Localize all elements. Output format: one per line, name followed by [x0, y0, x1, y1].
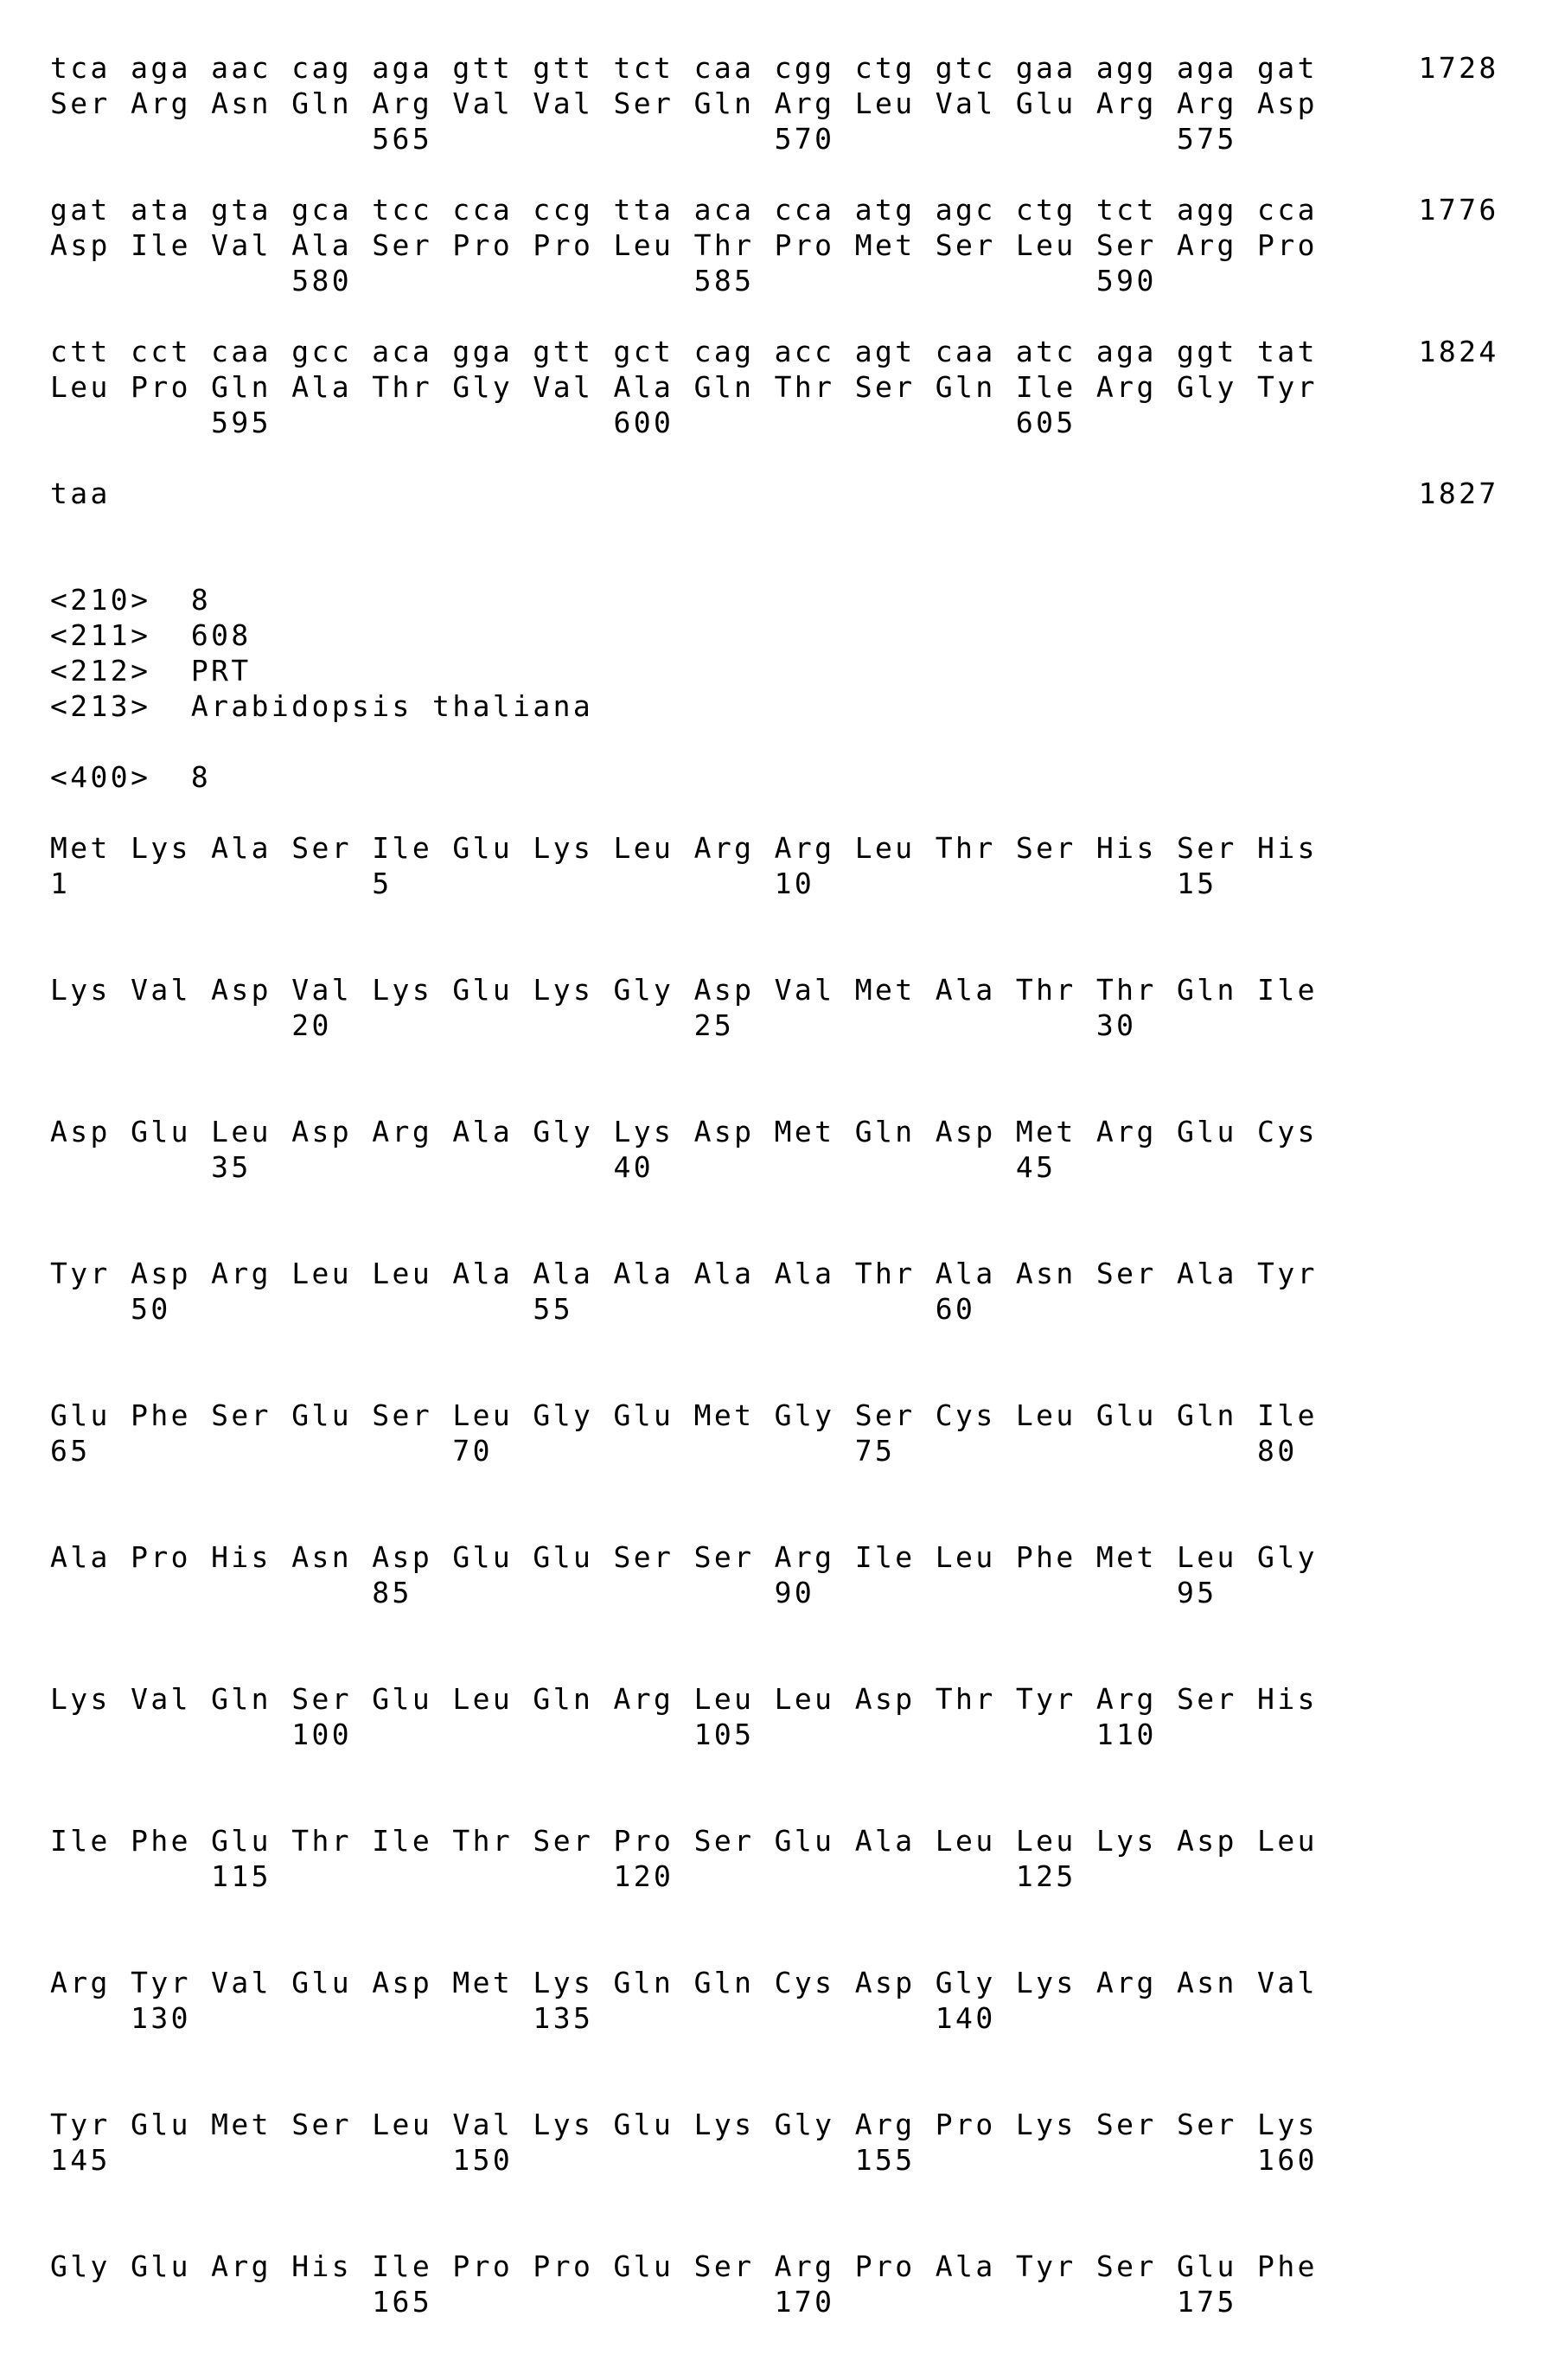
translation-line: Asp Ile Val Ala Ser Pro Pro Leu Thr Pro Met Ser Leu Ser Arg Pro [50, 228, 1318, 262]
meta-line-213 [50, 688, 1552, 724]
residue-number-ruler: 565 570 575 [50, 122, 1237, 156]
residue-number-ruler: 35 40 45 [50, 1150, 1057, 1184]
base-count: 1827 [1418, 477, 1499, 510]
residue-number-ruler: 100 105 110 [50, 1718, 1157, 1751]
codon-text: ctt cct caa gcc aca gga gtt gct cag acc agt caa atc aga ggt tat [50, 335, 1318, 368]
residue-number-ruler: 580 585 590 [50, 264, 1157, 298]
protein-sequence-block [50, 2107, 1552, 2178]
residue-number-ruler: 20 25 30 [50, 1008, 1137, 1042]
translation-line: Ser Arg Asn Gln Arg Val Val Ser Gln Arg Leu Val Glu Arg Arg Asp [50, 86, 1318, 120]
stop-codon-block [50, 476, 1552, 511]
meta-tag: <213> [50, 689, 151, 723]
meta-tag: <211> [50, 618, 151, 652]
sequence-marker-block [50, 759, 1552, 795]
codon-text: gat ata gta gca tcc cca ccg tta aca cca atg agc ctg tct agg cca [50, 193, 1318, 227]
codon-text: taa [50, 477, 111, 510]
residue-number-ruler: 130 135 140 [50, 2001, 996, 2035]
residue-line: Tyr Glu Met Ser Leu Val Lys Glu Lys Gly Arg Pro Lys Ser Ser Lys [50, 2108, 1318, 2141]
codon-line [50, 192, 1552, 227]
meta-tag: <400> [50, 760, 151, 794]
residue-line: Lys Val Asp Val Lys Glu Lys Gly Asp Val Met Ala Thr Thr Gln Ile [50, 973, 1318, 1007]
residue-line: Ile Phe Glu Thr Ile Thr Ser Pro Ser Glu Ala Leu Leu Lys Asp Leu [50, 1824, 1318, 1858]
residue-line: Met Lys Ala Ser Ile Glu Lys Leu Arg Arg Leu Thr Ser His Ser His [50, 831, 1318, 865]
stop-codon-line [50, 476, 1552, 511]
protein-sequence-block [50, 1539, 1552, 1610]
meta-line-210 [50, 582, 1552, 617]
residue-number-ruler: 50 55 60 [50, 1292, 976, 1326]
dna-sequence-block [50, 334, 1552, 440]
protein-sequence-block [50, 1965, 1552, 2036]
protein-sequence-block [50, 1398, 1552, 1468]
sequence-metadata-block [50, 582, 1552, 724]
base-count: 1728 [1418, 51, 1499, 85]
residue-number-ruler: 165 170 175 [50, 2285, 1237, 2319]
protein-sequence-block [50, 830, 1552, 901]
residue-number-ruler: 1 5 10 15 [50, 867, 1217, 900]
meta-value: 608 [190, 618, 252, 652]
residue-line: Gly Glu Arg His Ile Pro Pro Glu Ser Arg Pro Ala Tyr Ser Glu Phe [50, 2249, 1318, 2283]
dna-sequence-block [50, 50, 1552, 157]
codon-line [50, 50, 1552, 86]
residue-number-ruler: 115 120 125 [50, 1859, 1076, 1893]
residue-line: Lys Val Gln Ser Glu Leu Gln Arg Leu Leu Asp Thr Tyr Arg Ser His [50, 1682, 1318, 1716]
protein-sequence-block [50, 1256, 1552, 1327]
protein-sequence-block [50, 1823, 1552, 1894]
meta-line-400 [50, 759, 1552, 795]
translation-line: Leu Pro Gln Ala Thr Gly Val Ala Gln Thr Ser Gln Ile Arg Gly Tyr [50, 370, 1318, 404]
meta-value: PRT [190, 654, 252, 688]
residue-line: Glu Phe Ser Glu Ser Leu Gly Glu Met Gly Ser Cys Leu Glu Gln Ile [50, 1398, 1318, 1432]
meta-line-211 [50, 617, 1552, 653]
protein-sequence-block [50, 1114, 1552, 1185]
residue-line: Tyr Asp Arg Leu Leu Ala Ala Ala Ala Ala Thr Ala Asn Ser Ala Tyr [50, 1257, 1318, 1290]
meta-value: 8 [190, 583, 212, 617]
dna-sequence-block [50, 192, 1552, 298]
residue-number-ruler: 595 600 605 [50, 406, 1076, 439]
meta-line-212 [50, 653, 1552, 688]
base-count: 1824 [1418, 335, 1499, 368]
residue-line: Ala Pro His Asn Asp Glu Glu Ser Ser Arg Ile Leu Phe Met Leu Gly [50, 1540, 1318, 1574]
meta-value: 8 [190, 760, 212, 794]
residue-number-ruler: 65 70 75 80 [50, 1434, 1298, 1468]
protein-sequence-block [50, 972, 1552, 1043]
protein-sequence-block [50, 2249, 1552, 2319]
residue-line: Arg Tyr Val Glu Asp Met Lys Gln Gln Cys Asp Gly Lys Arg Asn Val [50, 1966, 1318, 1999]
base-count: 1776 [1418, 193, 1499, 227]
meta-tag: <212> [50, 654, 151, 688]
codon-line [50, 334, 1552, 369]
meta-value: Arabidopsis thaliana [190, 689, 594, 723]
codon-text: tca aga aac cag aga gtt gtt tct caa cgg ctg gtc gaa agg aga gat [50, 51, 1318, 85]
meta-tag: <210> [50, 583, 151, 617]
residue-number-ruler: 145 150 155 160 [50, 2143, 1318, 2177]
protein-sequence-block [50, 1681, 1552, 1752]
residue-number-ruler: 85 90 95 [50, 1576, 1217, 1609]
residue-line: Asp Glu Leu Asp Arg Ala Gly Lys Asp Met Gln Asp Met Arg Glu Cys [50, 1115, 1318, 1148]
